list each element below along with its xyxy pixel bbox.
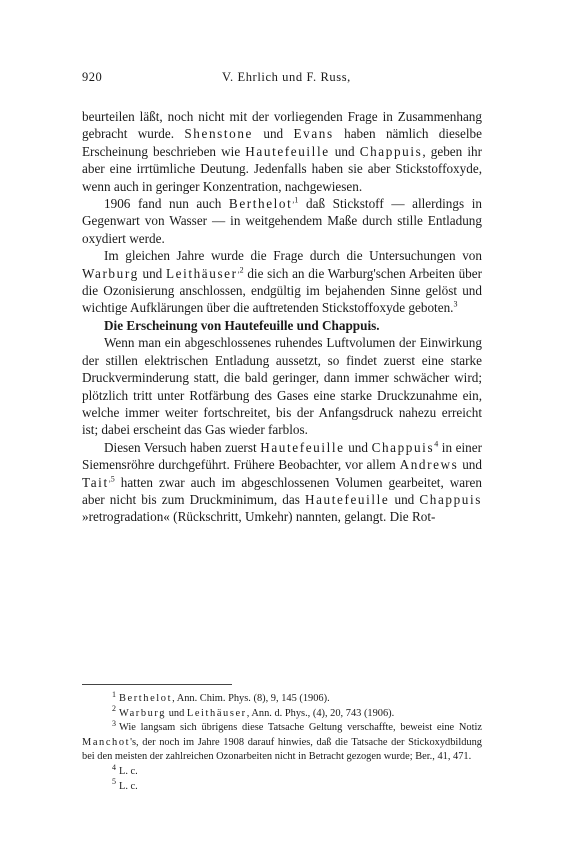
page-header [82, 70, 482, 90]
footnote-ref: ,2 [237, 265, 244, 275]
footnote-ref: 3 [453, 300, 458, 310]
author-name: Chappuis [371, 439, 435, 455]
paragraph-5: Diesen Versuch haben zuerst Hautefeuille und Chappuis$^4$ in einer Siemensröhre durchgeführt. Frühere Beobachter, vor allem Andrews und Tait$^{,5}$ hatten zwar auch im abgeschlossenen Volumen gearbeitet, waren aber nicht bis zum Druckminimum, das Hautefeuille und Chappuis »retrogradation« (Rückschritt, Umkehr) nannten, gelangt. Die Rot- [82, 439, 482, 525]
footnote-2: $^2$ Warburg und Leithäuser, Ann. d. Phys., (4), 20, 743 (1906). [112, 704, 395, 719]
footnote-1: $^1$ Berthelot, Ann. Chim. Phys. (8), 9, 145 (1906). [112, 689, 330, 704]
section-heading: Die Erscheinung von Hautefeuille und Chappuis. [104, 317, 380, 333]
paragraph-2: 1906 fand nun auch Berthelot$^{,1}$ daß Stickstoff — allerdings in Gegenwart von Wasser — in weitgehendem Maße durch stille Entladung oxydiert werde. [82, 195, 482, 246]
footnote-4: $^4$ L. c. [112, 762, 138, 777]
author-name: Hautefeuille [245, 143, 330, 159]
author-name: Hautefeuille [304, 491, 390, 507]
author-name: Warburg [82, 265, 139, 281]
author-name: Evans [293, 126, 334, 142]
footnote-divider [82, 684, 232, 685]
author-name: Tait [82, 474, 109, 490]
author-name: Leithäuser [165, 265, 238, 281]
author-name: Hautefeuille [260, 439, 345, 455]
author-name: Shenstone [184, 126, 253, 142]
paragraph-4: Wenn man ein abgeschlossenes ruhendes Luftvolumen der Einwirkung der stillen elektrischen Entladung aussetzt, so findet zuerst eine starke Druckverminderung statt, die bald geringer, dann immer schwächer wird; plötzlich tritt unter Rotfärbung des Gases eine starke Druckzunahme ein, welche immer weiter fortschreitet, bis der Anfangsdruck nahezu erreicht ist; dabei erscheint das Gas wieder farblos. [82, 335, 482, 438]
footnote-5: $^5$ L. c. [112, 777, 138, 792]
author-name: Chappuis [419, 491, 482, 507]
footnote-ref: ,5 [108, 474, 115, 484]
running-head: V. Ehrlich und F. Russ, [222, 70, 351, 84]
paragraph-1: beurteilen läßt, noch nicht mit der vorliegenden Frage in Zusammenhang gebracht wurde. Shenstone und Evans haben nämlich dieselbe Erscheinung beschrieben wie Hautefeuille und Chappuis, geben ihr aber eine irrtümliche Deutung. Jedenfalls haben sie aber Stickstoffoxyde, wenn auch in geringer Konzentration, nachgewiesen. [82, 109, 483, 194]
footnote-ref: ,1 [292, 195, 299, 205]
footnotes [82, 689, 482, 794]
footnote-ref: 4 [434, 439, 439, 449]
author-name: Berthelot [228, 196, 293, 212]
footnote-3: $^3$ Wie langsam sich übrigens diese Tatsache Geltung verschaffte, beweist eine Notiz Manchot's, der noch im Jahre 1908 darauf hinwies, daß die Tatsache der Stickoxydbildung bei den meisten der zahlreichen Ozonarbeiten nicht in Betracht gezogen wurde; Ber., 41, 471. [82, 718, 482, 763]
paragraph-3: Im gleichen Jahre wurde die Frage durch die Untersuchungen von Warburg und Leithäuser$^{,2}$ die sich an die Warburg'schen Arbeiten über die Ozonisierung anschlossen, endgültig im bejahenden Sinne gelöst und wichtige Aufklärungen über die auftretenden Stickstoffoxyde geboten.$^3$ [82, 248, 482, 316]
author-name: Chappuis [359, 143, 423, 159]
body-text [82, 108, 482, 526]
page-number: 920 [82, 70, 103, 84]
author-name: Andrews [399, 457, 459, 473]
